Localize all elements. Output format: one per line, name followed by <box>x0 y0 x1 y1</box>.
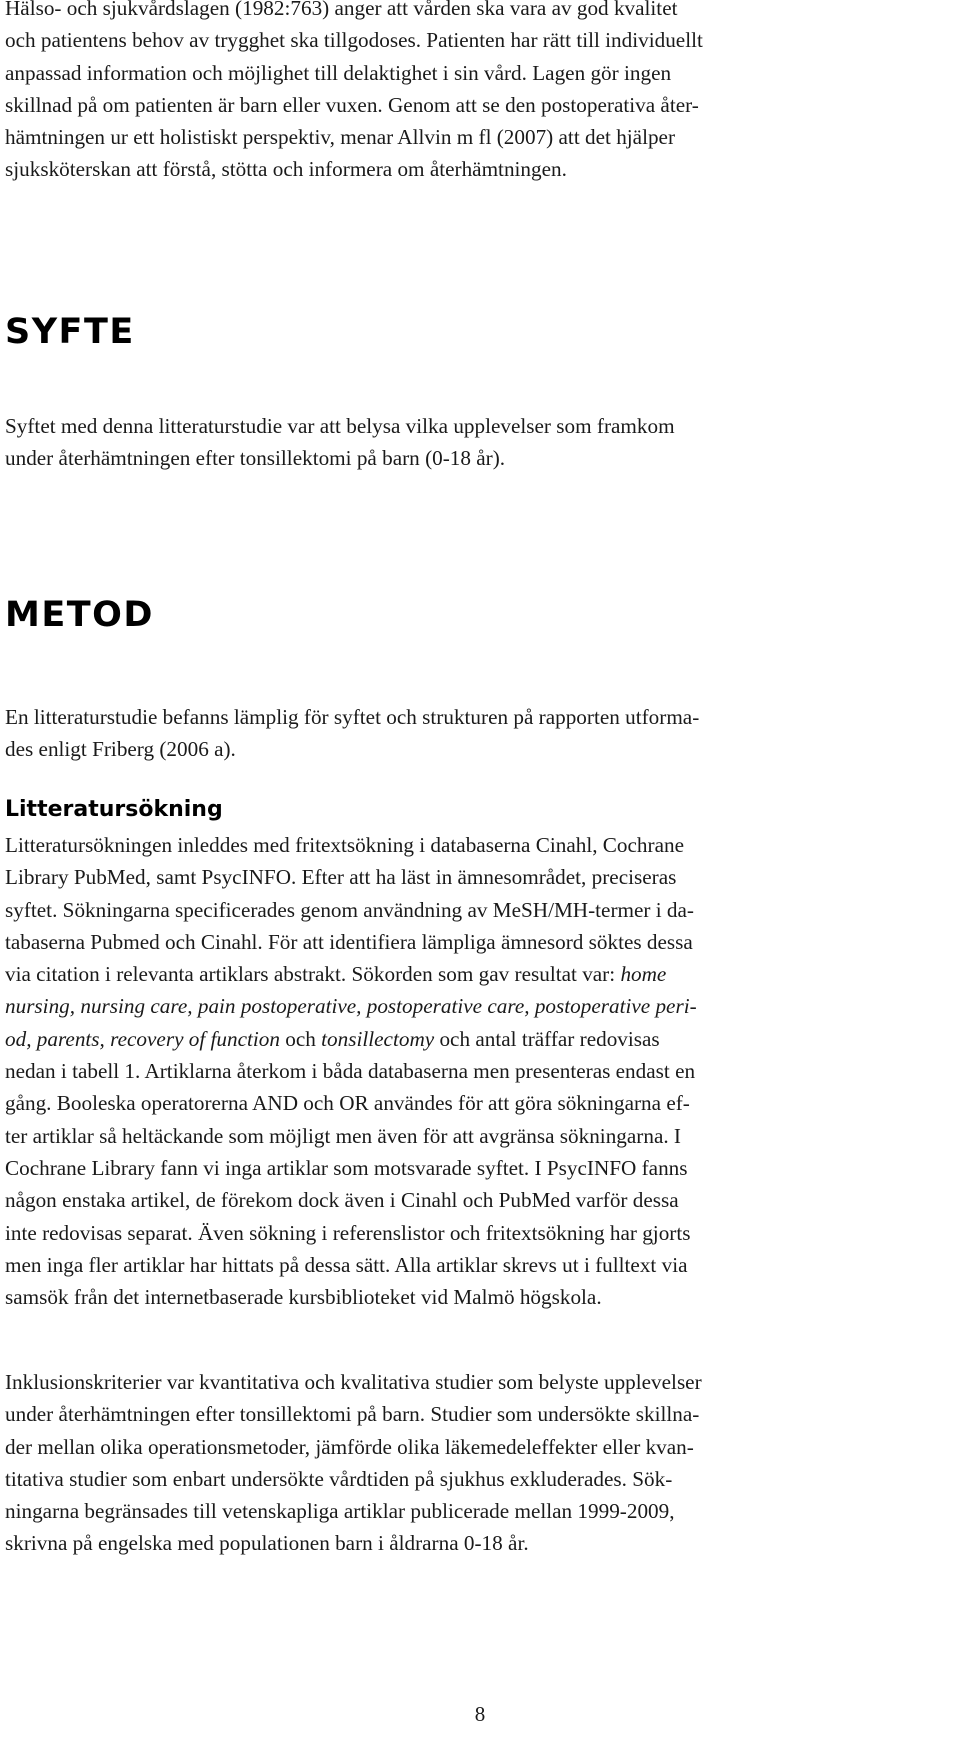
italic-term: tonsillectomy <box>321 1026 435 1051</box>
text-line: Cochrane Library fann vi inga artiklar som motsvarade syftet. I PsycINFO fanns <box>5 1155 688 1180</box>
italic-term: nursing, nursing care, pain postoperative, postoperative care, postoperative peri- <box>5 994 697 1019</box>
text-line: anpassad information och möjlighet till delaktighet i sin vård. Lagen gör ingen <box>5 60 672 85</box>
litteratursokning-paragraph <box>5 829 697 1313</box>
inklusion-paragraph <box>5 1366 702 1560</box>
text-line: Inklusionskriterier var kvantitativa och kvalitativa studier som belyste upplevelser <box>5 1370 702 1394</box>
text-segment: Sökorden som gav resultat var: <box>346 962 621 987</box>
text-line: under återhämtningen efter tonsillektomi på barn. Studier som undersökte skillna- <box>5 1402 700 1427</box>
text-line: någon enstaka artikel, de förekom dock även i Cinahl och PubMed varför dessa <box>5 1188 679 1213</box>
text-segment: och antal träffar redovisas <box>434 1026 660 1051</box>
text-line: samsök från det internetbaserade kursbiblioteket vid Malmö högskola. <box>5 1285 602 1310</box>
text-line: nedan i tabell 1. Artiklarna återkom i båda databaserna men presenteras endast en <box>5 1059 696 1084</box>
text-line: syftet. Sökningarna specificerades genom användning av MeSH/MH-termer i da- <box>5 897 694 922</box>
text-segment: via citation i relevanta artiklars abstrakt. <box>5 962 347 987</box>
text-line: tabaserna Pubmed och Cinahl. För att identifiera lämpliga ämnesord söktes dessa <box>5 929 693 954</box>
text-line: ningarna begränsades till vetenskapliga artiklar publicerade mellan 1999-2009, <box>5 1499 675 1524</box>
text-line: Library PubMed, samt PsycINFO. Efter att ha läst in ämnesområdet, preciseras <box>5 865 677 890</box>
intro-paragraph <box>5 0 703 186</box>
text-line: under återhämtningen efter tonsillektomi på barn (0-18 år). <box>5 446 506 471</box>
text-line: titativa studier som enbart undersökte vårdtiden på sjukhus exkluderades. Sök- <box>5 1466 673 1491</box>
text-line: sjuksköterskan att förstå, stötta och informera om återhämtningen. <box>5 157 567 182</box>
text-line: gång. Booleska operatorerna AND och OR användes för att göra sökningarna ef- <box>5 1091 690 1116</box>
text-line: des enligt Friberg (2006 a). <box>5 737 236 762</box>
section-heading-syfte: SYFTE <box>5 312 135 352</box>
italic-term: od, parents, recovery of function <box>5 1026 280 1051</box>
subheading-litteratursokning: Litteratursökning <box>5 797 223 822</box>
text-line: inte redovisas separat. Även sökning i referenslistor och fritextsökning har gjorts <box>5 1220 691 1245</box>
text-line <box>5 990 697 1022</box>
text-line: Hälso- och sjukvårdslagen (1982:763) anger att vården ska vara av god kvalitet <box>5 0 678 20</box>
section-heading-metod: METOD <box>5 595 154 635</box>
text-line: En litteraturstudie befanns lämplig för syftet och strukturen på rapporten utforma- <box>5 705 700 729</box>
text-segment: och <box>279 1026 322 1051</box>
page-number: 8 <box>474 1702 486 1726</box>
metod-paragraph <box>5 701 699 766</box>
text-line: ter artiklar så heltäckande som möjligt men även för att avgränsa sökningarna. I <box>5 1123 681 1148</box>
text-line: der mellan olika operationsmetoder, jämförde olika läkemedeleffekter eller kvan- <box>5 1434 694 1459</box>
text-line: hämtningen ur ett holistiskt perspektiv, menar Allvin m fl (2007) att det hjälper <box>5 125 676 150</box>
italic-term: home <box>620 962 667 987</box>
text-line: Litteratursökningen inleddes med fritextsökning i databaserna Cinahl, Cochrane <box>5 833 684 857</box>
document-page <box>5 0 955 1739</box>
text-line <box>5 958 697 990</box>
text-line: skillnad på om patienten är barn eller vuxen. Genom att se den postoperativa åter- <box>5 92 699 117</box>
syfte-paragraph <box>5 410 675 475</box>
text-line <box>5 1023 697 1055</box>
text-line: Syftet med denna litteraturstudie var att belysa vilka upplevelser som framkom <box>5 414 675 438</box>
text-line: och patientens behov av trygghet ska tillgodoses. Patienten har rätt till individuellt <box>5 28 703 53</box>
text-line: men inga fler artiklar har hittats på dessa sätt. Alla artiklar skrevs ut i fulltext via <box>5 1252 688 1277</box>
text-line: skrivna på engelska med populationen barn i åldrarna 0-18 år. <box>5 1531 529 1556</box>
